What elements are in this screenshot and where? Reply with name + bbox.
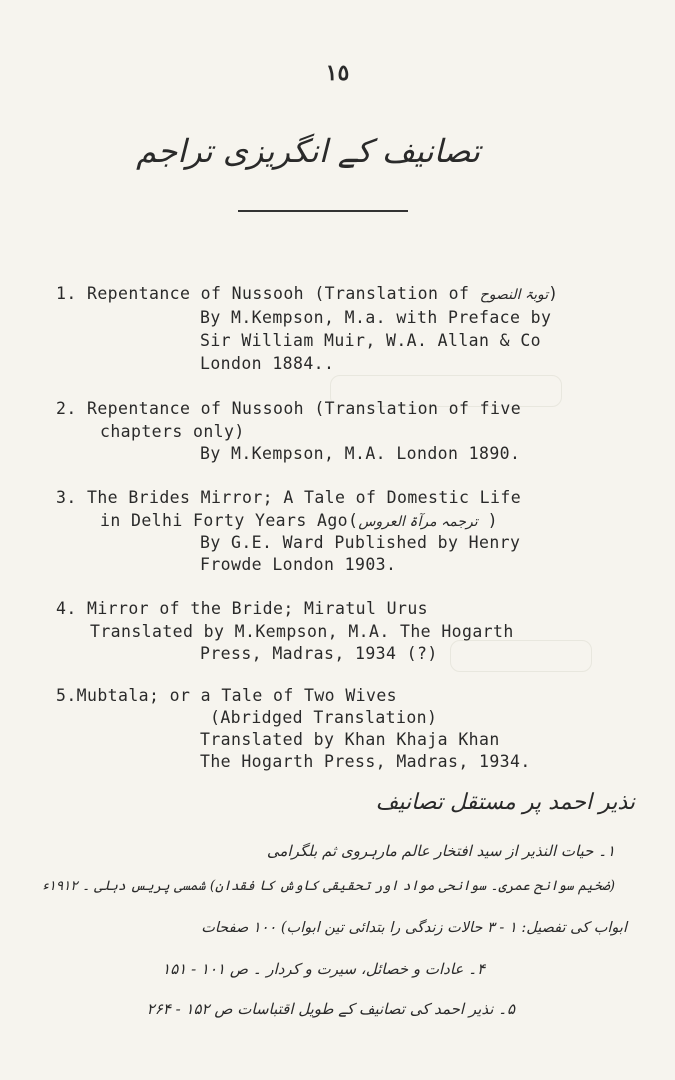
entry-5-line-2: (Abridged Translation) [210,708,438,727]
entry-1-line-1: 1. Repentance of Nussooh (Translation of توبۃ النصوح) [56,284,559,303]
entry-1-line-2: By M.Kempson, M.a. with Preface by [200,308,552,327]
entry-2-line-2: chapters only) [100,422,245,441]
urdu-list-item-1: ۱۔ حیات النذیر از سید افتخار عالم مارہروی ثم بلگرامی [266,842,615,860]
urdu-list-item-2: ابواب کی تفصیل: ۱ - ۳ حالات زندگی را بتدائی تین ابواب) ۱۰۰ صفحات [201,920,627,936]
entry-4-line-1: 4. Mirror of the Bride; Miratul Urus [56,599,429,618]
entry-5-line-3: Translated by Khan Khaja Khan [200,730,500,749]
entry-2-line-3: By M.Kempson, M.A. London 1890. [200,444,521,463]
urdu-list-item-4: ۵۔ نذیر احمد کی تصانیف کے طویل اقتباسات ص ۱۵۲ - ۲۶۴ [146,1000,515,1018]
urdu-title-tauba: توبۃ النصوح [479,287,549,303]
urdu-section-title: نذیر احمد پر مستقل تصانیف [375,790,635,815]
faint-stamp-mark [450,640,592,672]
page-number: ١٥ [325,60,350,86]
entry-1-line-4: London 1884.. [200,354,335,373]
heading-underline [238,210,408,212]
entry-5-line-1: 5.Mubtala; or a Tale of Two Wives [56,686,398,705]
entry-5-line-4: The Hogarth Press, Madras, 1934. [200,752,531,771]
entry-2-line-1: 2. Repentance of Nussooh (Translation of five [56,399,522,418]
entry-4-line-3: Press, Madras, 1934 (?) [200,644,438,663]
entry-3-line-2: in Delhi Forty Years Ago(ترجمہ مرآۃ العروس ) [100,511,498,530]
urdu-list-item-1-note: (ضخیم سوانح عمری۔ سوانحی مواد اور تحقیقی کاوش کا فقدان) شمسی پریس دہلی ۔ ۱۹۱۲ء [42,878,615,894]
urdu-title-miratul-urus: ترجمہ مرآۃ العروس [358,514,478,530]
entry-3-line-4: Frowde London 1903. [200,555,397,574]
entry-4-line-2: Translated by M.Kempson, M.A. The Hogarth [90,622,514,641]
entry-3-line-3: By G.E. Ward Published by Henry [200,533,521,552]
entry-1-line-3: Sir William Muir, W.A. Allan & Co [200,331,542,350]
urdu-list-item-3: ۴۔ عادات و خصائل، سیرت و کردار ۔ ص ۱۰۱ - ۱۵۱ [162,960,485,978]
page-title: تصانیف کے انگریزی تراجم [136,132,480,170]
entry-3-line-1: 3. The Brides Mirror; A Tale of Domestic Life [56,488,522,507]
